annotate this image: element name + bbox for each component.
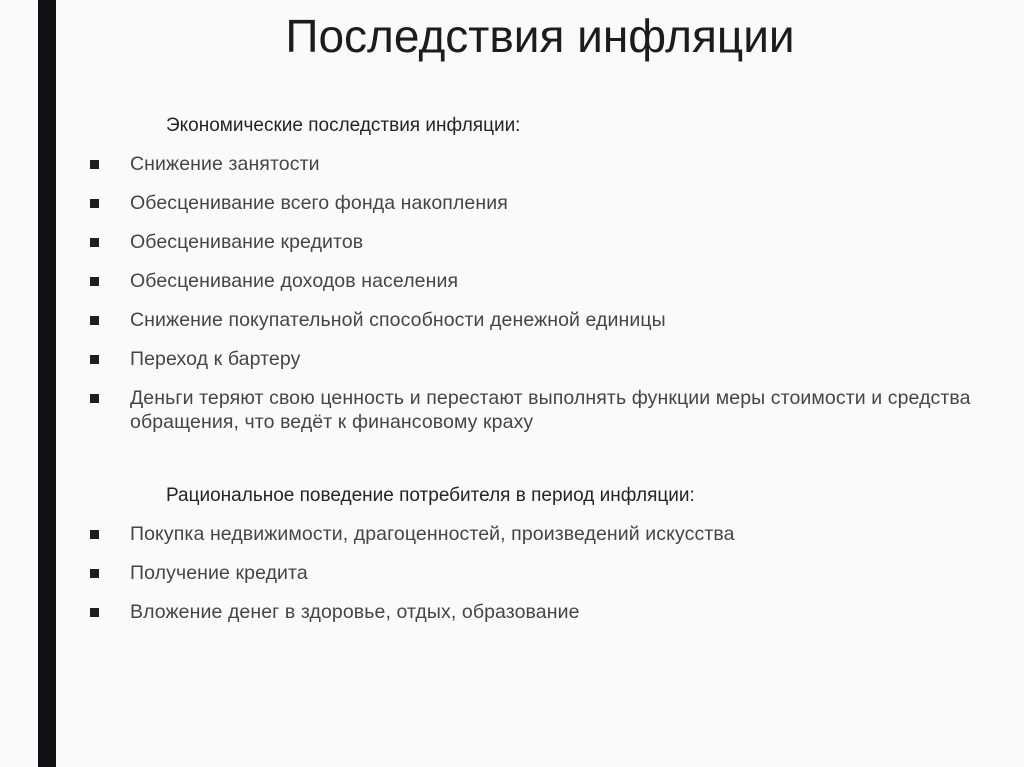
list-item-text: Получение кредита <box>130 562 308 584</box>
square-bullet-icon <box>90 355 99 364</box>
list-item-text: Снижение занятости <box>130 153 320 175</box>
square-bullet-icon <box>90 199 99 208</box>
list-item-text: Обесценивание доходов населения <box>130 270 459 292</box>
square-bullet-icon <box>90 316 99 325</box>
section-heading-consumer: Рациональное поведение потребителя в период инфляции: <box>166 485 695 506</box>
list-item-text: Снижение покупательной способности денежной единицы <box>130 309 666 331</box>
square-bullet-icon <box>90 160 99 169</box>
slide-title: Последствия инфляции <box>285 10 795 62</box>
square-bullet-icon <box>90 608 99 617</box>
list-item-text: Вложение денег в здоровье, отдых, образование <box>130 601 580 623</box>
list-item-text: Покупка недвижимости, драгоценностей, произведений искусства <box>130 523 735 545</box>
square-bullet-icon <box>90 277 99 286</box>
left-accent-bar <box>38 0 56 767</box>
square-bullet-icon <box>90 530 99 539</box>
list-item-text: Обесценивание кредитов <box>130 231 364 253</box>
section-heading-economic: Экономические последствия инфляции: <box>166 115 521 136</box>
list-item-text: Обесценивание всего фонда накопления <box>130 192 508 214</box>
square-bullet-icon <box>90 394 99 403</box>
list-item-text: Переход к бартеру <box>130 348 301 370</box>
square-bullet-icon <box>90 238 99 247</box>
list-item-text: Деньги теряют свою ценность и перестают выполнять функции меры стоимости и средства обращения, что ведёт к финансовому краху <box>130 387 971 433</box>
square-bullet-icon <box>90 569 99 578</box>
